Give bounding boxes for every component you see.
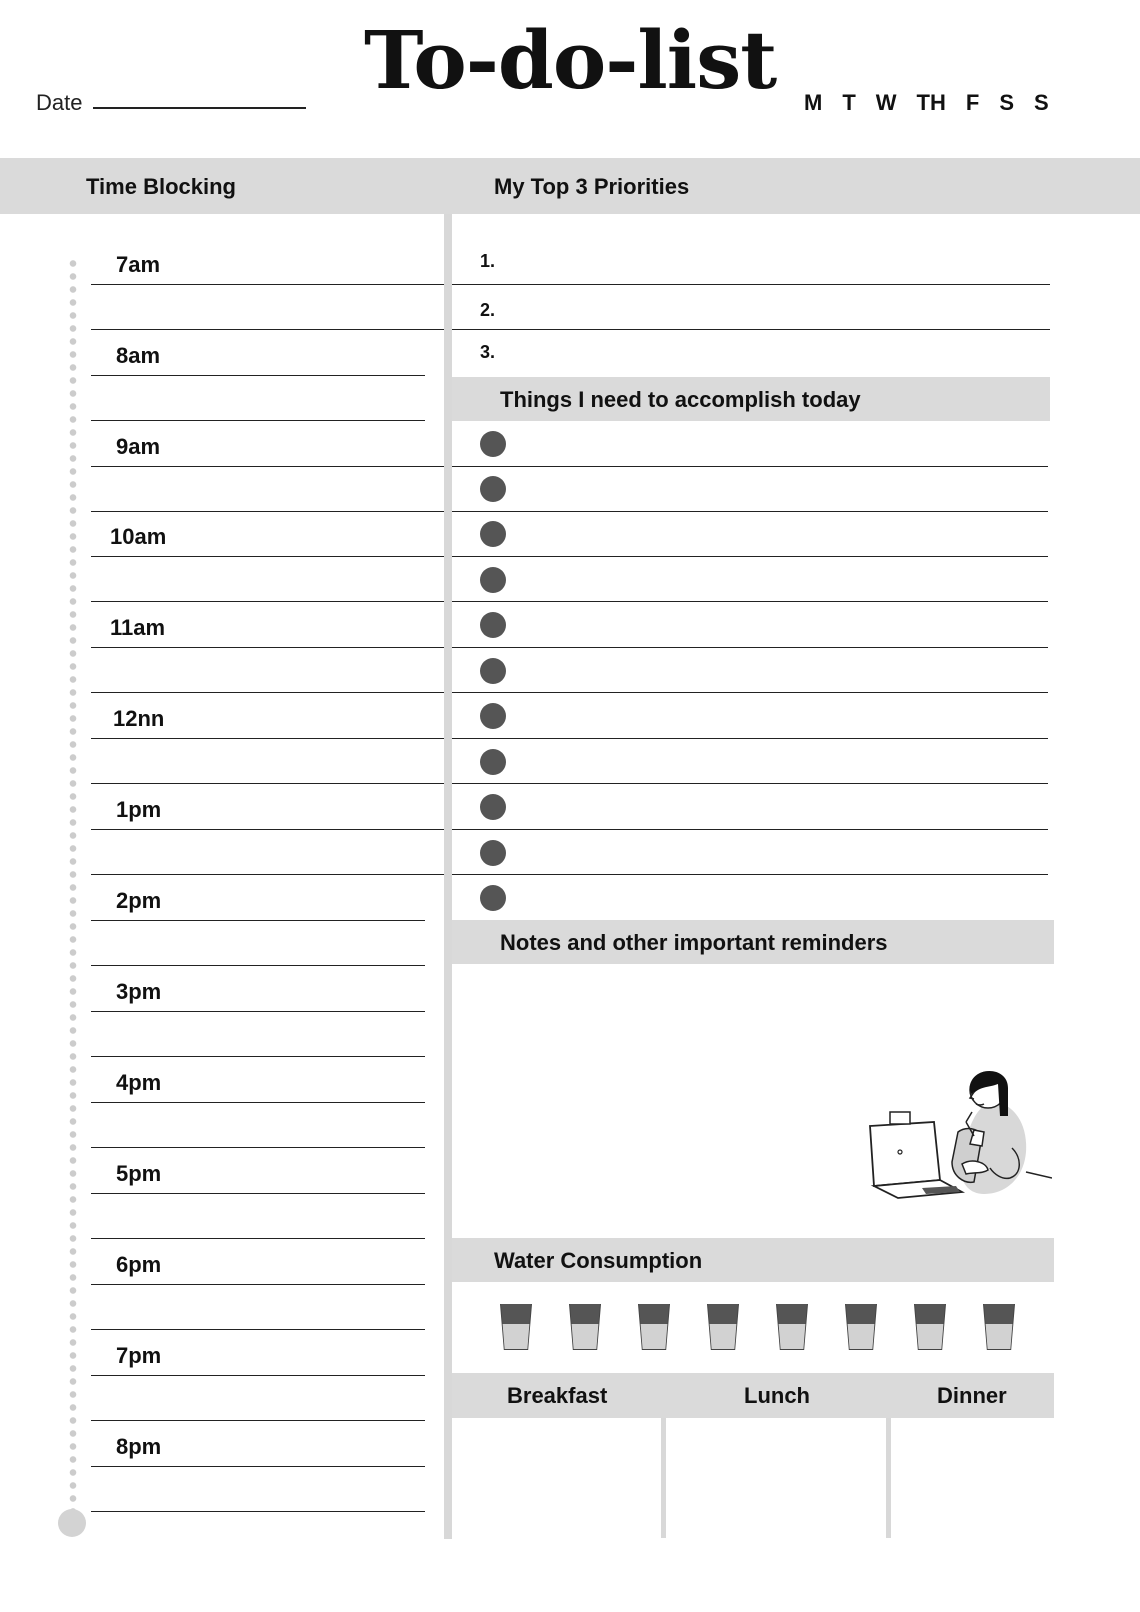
timeline-track xyxy=(69,257,77,1512)
water-glass[interactable] xyxy=(776,1304,808,1350)
breakfast-area[interactable] xyxy=(452,1418,662,1538)
dinner-label: Dinner xyxy=(937,1383,1007,1408)
priority-number: 1. xyxy=(480,251,496,271)
time-label-2pm: 2pm xyxy=(116,888,162,913)
time-line[interactable] xyxy=(91,1238,425,1239)
time-line[interactable] xyxy=(91,1329,425,1330)
water-glass[interactable] xyxy=(845,1304,877,1350)
task-line[interactable] xyxy=(452,783,1048,784)
time-line[interactable] xyxy=(91,692,444,693)
reading-woman-illustration xyxy=(862,1062,1052,1210)
task-bullet[interactable] xyxy=(480,567,506,593)
day-thursday[interactable]: TH xyxy=(916,90,946,115)
task-bullet[interactable] xyxy=(480,703,506,729)
date-label: Date xyxy=(36,90,83,115)
priorities-heading: My Top 3 Priorities xyxy=(494,174,690,199)
time-line[interactable] xyxy=(91,1284,425,1285)
task-bullet[interactable] xyxy=(480,612,506,638)
time-line[interactable] xyxy=(91,1420,425,1421)
time-line[interactable] xyxy=(91,601,444,602)
time-line[interactable] xyxy=(91,420,425,421)
water-glass[interactable] xyxy=(914,1304,946,1350)
time-line[interactable] xyxy=(91,783,444,784)
dinner-area[interactable] xyxy=(891,1418,1054,1538)
day-monday[interactable]: M xyxy=(804,90,823,115)
task-bullet[interactable] xyxy=(480,476,506,502)
priority-line[interactable] xyxy=(452,284,1050,285)
time-line[interactable] xyxy=(91,1375,425,1376)
time-label-8am: 8am xyxy=(116,343,161,368)
priority-number: 2. xyxy=(480,300,496,320)
task-line[interactable] xyxy=(452,829,1048,830)
task-line[interactable] xyxy=(452,647,1048,648)
day-sunday[interactable]: S xyxy=(1034,90,1049,115)
water-glass[interactable] xyxy=(569,1304,601,1350)
time-label-8pm: 8pm xyxy=(116,1434,162,1459)
time-line[interactable] xyxy=(91,511,444,512)
time-line[interactable] xyxy=(91,920,425,921)
time-line[interactable] xyxy=(91,1056,425,1057)
time-label-3pm: 3pm xyxy=(116,979,162,1004)
timeline-end-dot xyxy=(58,1509,86,1537)
time-line[interactable] xyxy=(91,284,444,285)
priority-line[interactable] xyxy=(452,329,1050,330)
day-friday[interactable]: F xyxy=(965,90,980,115)
time-line[interactable] xyxy=(91,1466,425,1467)
task-line[interactable] xyxy=(452,556,1048,557)
day-wednesday[interactable]: W xyxy=(875,90,897,115)
time-label-10am: 10am xyxy=(110,524,167,549)
priority-number: 3. xyxy=(480,342,496,362)
time-label-5pm: 5pm xyxy=(116,1161,162,1186)
task-bullet[interactable] xyxy=(480,840,506,866)
task-bullet[interactable] xyxy=(480,658,506,684)
weekday-selector xyxy=(804,90,1069,116)
water-heading: Water Consumption xyxy=(494,1248,703,1273)
time-label-7pm: 7pm xyxy=(116,1343,162,1368)
page-title: To-do-list xyxy=(364,13,777,107)
lunch-area[interactable] xyxy=(666,1418,886,1538)
day-tuesday[interactable]: T xyxy=(842,90,856,115)
time-label-1pm: 1pm xyxy=(116,797,162,822)
time-line[interactable] xyxy=(91,1102,425,1103)
time-label-6pm: 6pm xyxy=(116,1252,162,1277)
lunch-label: Lunch xyxy=(744,1383,810,1408)
column-divider xyxy=(444,214,452,1539)
water-glass[interactable] xyxy=(638,1304,670,1350)
water-glass[interactable] xyxy=(500,1304,532,1350)
task-bullet[interactable] xyxy=(480,521,506,547)
task-bullet[interactable] xyxy=(480,794,506,820)
time-line[interactable] xyxy=(91,647,444,648)
task-bullet[interactable] xyxy=(480,431,506,457)
breakfast-label: Breakfast xyxy=(507,1383,608,1408)
date-field[interactable] xyxy=(93,107,306,109)
time-line[interactable] xyxy=(91,1011,425,1012)
water-glass[interactable] xyxy=(707,1304,739,1350)
task-bullet[interactable] xyxy=(480,749,506,775)
water-glass[interactable] xyxy=(983,1304,1015,1350)
time-label-11am: 11am xyxy=(110,615,166,640)
time-line[interactable] xyxy=(91,1147,425,1148)
time-label-12nn: 12nn xyxy=(113,706,165,731)
time-line[interactable] xyxy=(91,375,425,376)
task-line[interactable] xyxy=(452,511,1048,512)
time-line[interactable] xyxy=(91,829,444,830)
time-label-9am: 9am xyxy=(116,434,161,459)
task-bullet[interactable] xyxy=(480,885,506,911)
time-blocking-heading: Time Blocking xyxy=(86,174,236,199)
tasks-heading: Things I need to accomplish today xyxy=(500,387,861,412)
task-line[interactable] xyxy=(452,601,1048,602)
time-line[interactable] xyxy=(91,965,425,966)
time-label-4pm: 4pm xyxy=(116,1070,162,1095)
time-line[interactable] xyxy=(91,874,444,875)
time-line[interactable] xyxy=(91,329,444,330)
time-line[interactable] xyxy=(91,1193,425,1194)
task-line[interactable] xyxy=(452,466,1048,467)
day-saturday[interactable]: S xyxy=(999,90,1015,115)
task-line[interactable] xyxy=(452,874,1048,875)
time-label-7am: 7am xyxy=(116,252,161,277)
time-line[interactable] xyxy=(91,556,444,557)
time-line[interactable] xyxy=(91,738,444,739)
task-line[interactable] xyxy=(452,692,1048,693)
notes-heading: Notes and other important reminders xyxy=(500,930,888,955)
task-line[interactable] xyxy=(452,738,1048,739)
time-line[interactable] xyxy=(91,466,444,467)
time-line[interactable] xyxy=(91,1511,425,1512)
